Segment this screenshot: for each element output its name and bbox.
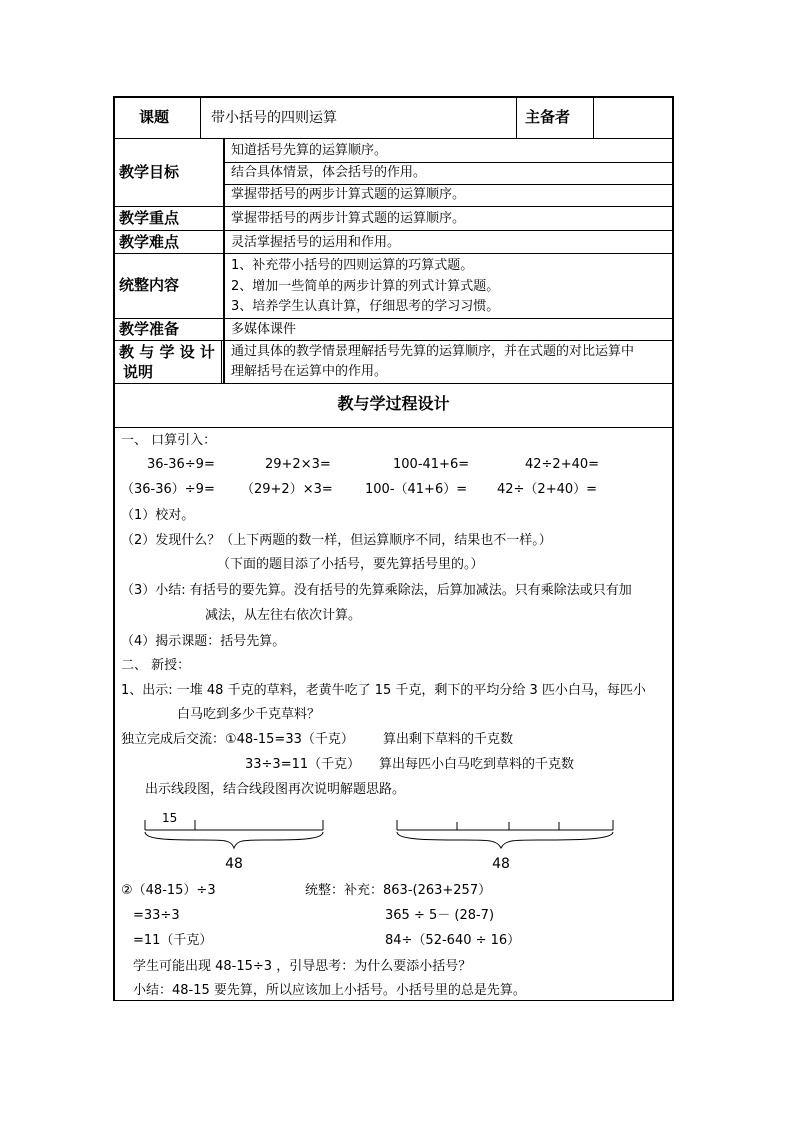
oral-problem: 42÷（2+40）=	[497, 482, 598, 497]
oral-problem: 100-41+6=	[393, 457, 470, 472]
goals-label: 教学目标	[119, 163, 180, 181]
method-step: =33÷3	[133, 908, 180, 923]
prep-label: 教学准备	[119, 320, 180, 338]
section-heading: 二、 新授：	[121, 658, 191, 673]
preparer-label: 主备者	[525, 108, 571, 126]
step-text: 减法，从左往右依次计算。	[205, 608, 362, 623]
col-divider	[516, 96, 517, 138]
oral-problem: 42÷2+40=	[525, 457, 600, 472]
key-point-label: 教学重点	[119, 209, 180, 227]
goal-item: 知道括号先算的运算顺序。	[231, 143, 388, 158]
integration-exercise: 84÷（52-640 ÷ 16）	[385, 933, 521, 948]
difficulty-label: 教学难点	[119, 233, 180, 251]
right-segment-diagram	[397, 820, 613, 872]
integration-exercise: 365 ÷ 5－ (28-7)	[385, 908, 495, 923]
oral-problem: 100-（41+6）=	[365, 482, 468, 497]
difficulty-value: 灵活掌握括号的运用和作用。	[231, 235, 401, 250]
segment-part-label: 15	[162, 811, 178, 825]
table-border-bottom	[113, 1000, 674, 1001]
think-prompt: 学生可能出现 48-15÷3 ，引导思考：为什么要添小括号？	[133, 959, 472, 974]
integration-item: 2、增加一些简单的两步计算的列式计算式题。	[231, 279, 500, 294]
right-brace	[397, 832, 613, 848]
summary-text: 小结：48-15 要先算，所以应该加上小括号。小括号里的总是先算。	[133, 983, 526, 998]
row-divider	[113, 340, 674, 341]
exchange-note: 算出每匹小白马吃到草料的千克数	[379, 757, 575, 772]
method-step: ②（48-15）÷3	[121, 883, 216, 898]
oral-problem: （36-36）÷9=	[121, 482, 215, 497]
col-divider	[593, 96, 594, 138]
segment-total-label: 48	[225, 856, 243, 872]
col-divider	[221, 340, 222, 383]
design-text: 通过具体的教学情景理解括号先算的运算顺序，并在式题的对比运算中	[231, 344, 635, 359]
topic-label: 课题	[139, 108, 170, 126]
oral-problem: 29+2×3=	[265, 457, 331, 472]
left-segment-diagram	[145, 811, 323, 872]
exchange-text: 33÷3=11（千克）	[245, 757, 361, 772]
problem-text: 白马吃到多少千克草料？	[177, 707, 321, 722]
col-divider	[223, 138, 225, 383]
table-border-top	[113, 96, 674, 98]
segment-total-label: 48	[492, 856, 510, 872]
exchange-note: 算出剩下草料的千克数	[383, 732, 514, 747]
step-text: （下面的题目添了小括号，要先算括号里的。）	[217, 557, 484, 572]
col-divider	[200, 96, 201, 138]
row-divider	[225, 184, 674, 185]
row-divider	[113, 318, 674, 319]
row-divider	[113, 383, 674, 384]
goal-item: 结合具体情景，体会括号的作用。	[231, 165, 427, 180]
problem-text: 1、出示: 一堆 48 千克的草料，老黄牛吃了 15 千克，剩下的平均分给 3 匹小白马，每匹小	[121, 683, 646, 698]
step-text: （4）揭示课题：括号先算。	[121, 634, 286, 649]
key-point-value: 掌握带括号的两步计算式题的运算顺序。	[231, 211, 466, 226]
lesson-plan-table	[113, 96, 674, 1001]
step-text: （1）校对。	[121, 508, 195, 523]
step-text: （3）小结: 有括号的要先算。没有括号的先算乘除法，后算加减法。只有乘除法或只有加	[121, 583, 632, 598]
method-step: =11（千克）	[133, 933, 213, 948]
section-heading: 一、 口算引入：	[121, 433, 217, 448]
row-divider	[113, 230, 674, 231]
design-label: 说明	[123, 363, 154, 381]
row-divider	[225, 162, 674, 163]
step-text: （2）发现什么？（上下两题的数一样，但运算顺序不同，结果也不一样。）	[121, 533, 552, 548]
row-divider	[113, 253, 674, 254]
exchange-text: 独立完成后交流：①48-15=33（千克）	[121, 732, 354, 747]
oral-problem: 36-36÷9=	[147, 457, 215, 472]
left-brace	[145, 832, 323, 848]
row-divider	[113, 138, 674, 139]
integration-item: 3、培养学生认真计算，仔细思考的学习习惯。	[231, 299, 500, 314]
design-text: 理解括号在运算中的作用。	[231, 364, 388, 379]
line-segment-diagrams	[113, 796, 674, 872]
row-divider	[113, 206, 674, 207]
prep-value: 多媒体课件	[231, 322, 297, 337]
oral-problem: （29+2）×3=	[241, 482, 333, 497]
row-divider	[113, 427, 674, 428]
topic-value: 带小括号的四则运算	[211, 110, 337, 126]
integration-label: 统整内容	[119, 276, 180, 294]
integration-item: 1、补充带小括号的四则运算的巧算式题。	[231, 258, 474, 273]
diagram-intro: 出示线段图，结合线段图再次说明解题思路。	[145, 782, 406, 797]
integration-exercise: 统整：补充：863-(263+257）	[305, 883, 492, 898]
process-title: 教与学过程设计	[337, 394, 450, 413]
goal-item: 掌握带括号的两步计算式题的运算顺序。	[231, 187, 466, 202]
design-label: 教 与 学 设 计	[119, 343, 215, 361]
